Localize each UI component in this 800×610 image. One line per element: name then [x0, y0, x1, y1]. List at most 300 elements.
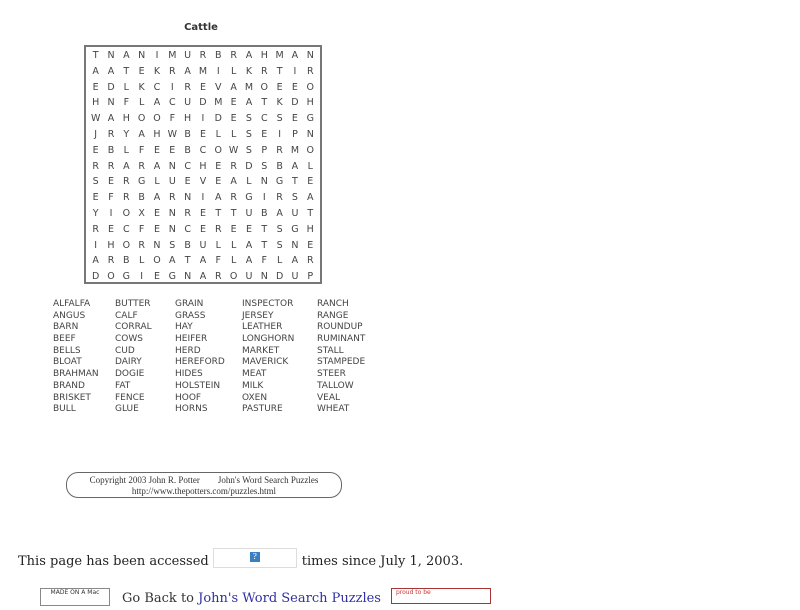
grid-cell: N	[260, 271, 268, 283]
grid-cell: R	[230, 192, 237, 204]
grid-cell: L	[230, 255, 237, 267]
grid-cell: D	[92, 271, 100, 283]
grid-cell: H	[199, 160, 207, 172]
grid-cell: B	[184, 144, 191, 156]
grid-cell: A	[276, 207, 283, 219]
grid-row	[88, 48, 318, 64]
hit-counter-image	[213, 548, 297, 568]
grid-cell: E	[291, 81, 298, 93]
grid-cell: T	[184, 255, 191, 267]
grid-cell: F	[123, 97, 130, 109]
grid-cell: S	[169, 239, 176, 251]
grid-cell: R	[107, 160, 115, 172]
word-item: VEAL	[317, 392, 341, 403]
grid-cell: N	[153, 239, 161, 251]
grid-cell: N	[260, 176, 268, 188]
grid-cell: O	[153, 113, 161, 125]
footer	[40, 588, 491, 610]
grid-cell: B	[215, 50, 222, 61]
word-item: ANGUS	[53, 310, 86, 321]
grid-cell: N	[306, 128, 314, 140]
word-item: HAY	[175, 322, 193, 333]
grid-cell: F	[169, 113, 176, 125]
word-search-puzzles-link[interactable]: John's Word Search Puzzles	[198, 591, 381, 606]
grid-cell: I	[109, 207, 113, 219]
word-list	[53, 299, 377, 416]
word-item: STAMPEDE	[317, 357, 366, 368]
grid-cell: L	[123, 144, 129, 156]
grid-cell: B	[123, 255, 130, 267]
grid-cell: R	[199, 50, 207, 61]
grid-cell: S	[276, 239, 283, 251]
grid-cell: E	[184, 176, 191, 188]
word-item: STEER	[317, 369, 346, 380]
grid-cell: E	[199, 128, 206, 140]
grid-cell: H	[260, 50, 268, 61]
go-back-line	[122, 588, 381, 610]
grid-cell: S	[276, 113, 283, 125]
grid-cell: G	[275, 176, 284, 188]
word-item: MEAT	[242, 369, 267, 380]
grid-cell: S	[276, 223, 283, 235]
grid-cell: O	[306, 144, 314, 156]
grid-cell: D	[107, 81, 115, 93]
grid-cell: A	[307, 192, 314, 204]
grid-cell: E	[153, 144, 160, 156]
grid-cell: E	[276, 81, 283, 93]
grid-cell: E	[153, 271, 160, 283]
grid-cell: N	[138, 50, 146, 61]
grid-cell: A	[230, 176, 237, 188]
word-item: HORNS	[175, 404, 208, 415]
word-item: DOGIE	[115, 369, 145, 380]
grid-cell: S	[245, 144, 252, 156]
grid-row	[88, 95, 318, 111]
word-item: OXEN	[242, 392, 268, 403]
grid-cell: A	[153, 160, 161, 172]
word-item: BRISKET	[53, 392, 91, 403]
grid-cell: A	[199, 255, 207, 267]
grid-row	[88, 190, 318, 206]
grid-row	[88, 222, 318, 238]
word-item: BRAHMAN	[53, 369, 99, 380]
grid-cell: I	[155, 50, 159, 61]
grid-cell: D	[245, 160, 253, 172]
grid-cell: L	[246, 176, 252, 188]
word-item: HIDES	[175, 369, 203, 380]
grid-cell: I	[278, 128, 281, 140]
grid-cell: N	[184, 192, 192, 204]
grid-cell: A	[230, 81, 237, 93]
grid-cell: Y	[123, 128, 130, 140]
grid-cell: E	[169, 144, 176, 156]
grid-cell: U	[291, 271, 299, 283]
grid-cell: G	[245, 192, 253, 204]
word-item: BULL	[53, 404, 76, 415]
grid-cell: E	[107, 176, 114, 188]
grid-cell: S	[92, 176, 99, 188]
grid-cell: E	[261, 128, 268, 140]
grid-cell: B	[261, 207, 268, 219]
grid-cell: H	[107, 239, 115, 251]
grid-cell: A	[123, 160, 130, 172]
grid-cell: R	[306, 255, 314, 267]
grid-cell: G	[122, 271, 130, 283]
grid-row	[88, 159, 318, 175]
grid-cell: A	[138, 128, 145, 140]
grid-cell: O	[260, 81, 269, 93]
grid-cell: R	[92, 160, 99, 172]
grid-row	[88, 238, 318, 254]
grid-cell: S	[245, 113, 252, 125]
grid-cell: I	[170, 81, 174, 93]
grid-cell: C	[199, 144, 207, 156]
grid-cell: R	[123, 176, 130, 188]
grid-cell: A	[107, 113, 115, 125]
grid-cell: O	[229, 271, 238, 283]
site-name: John's Word Search Puzzles	[217, 475, 319, 485]
grid-cell: C	[153, 81, 161, 93]
grid-cell: G	[168, 271, 176, 283]
grid-cell: N	[168, 207, 176, 219]
grid-cell: M	[275, 50, 284, 61]
grid-row	[88, 80, 318, 96]
word-item: RUMINANT	[317, 334, 366, 345]
grid-cell: R	[92, 223, 99, 235]
word-item: LEATHER	[242, 322, 283, 333]
word-column	[175, 299, 242, 416]
grid-cell: C	[168, 97, 176, 109]
grid-cell: L	[307, 160, 313, 172]
grid-cell: A	[245, 239, 253, 251]
word-item: GRASS	[175, 310, 206, 321]
grid-row	[88, 111, 318, 127]
grid-cell: T	[123, 65, 130, 77]
grid-cell: A	[92, 255, 99, 267]
word-item: FENCE	[115, 392, 145, 403]
grid-cell: I	[262, 192, 266, 204]
grid-row	[88, 269, 318, 285]
copyright-box	[66, 472, 342, 498]
grid-cell: K	[153, 65, 161, 77]
grid-cell: E	[245, 223, 252, 235]
grid-cell: U	[245, 207, 253, 219]
word-item: STALL	[317, 345, 344, 356]
grid-cell: M	[244, 81, 254, 93]
grid-cell: E	[138, 65, 145, 77]
word-item: PASTURE	[242, 404, 283, 415]
grid-cell: B	[138, 192, 145, 204]
grid-cell: H	[122, 113, 130, 125]
grid-cell: U	[184, 50, 192, 61]
word-item: GRAIN	[175, 299, 204, 309]
word-item: HEIFER	[175, 334, 208, 345]
grid-cell: E	[215, 176, 222, 188]
grid-cell: L	[154, 176, 160, 188]
grid-cell: L	[139, 97, 145, 109]
grid-cell: F	[108, 192, 114, 204]
grid-cell: I	[293, 65, 297, 77]
grid-cell: T	[261, 239, 268, 251]
grid-cell: L	[215, 239, 221, 251]
grid-cell: F	[138, 144, 145, 156]
grid-cell: A	[291, 255, 299, 267]
grid-cell: E	[307, 176, 314, 188]
grid-cell: O	[214, 144, 223, 156]
grid-cell: U	[199, 239, 207, 251]
grid-row	[88, 143, 318, 159]
grid-cell: D	[275, 271, 284, 283]
grid-cell: P	[292, 128, 298, 140]
grid-cell: E	[199, 81, 206, 93]
grid-cell: U	[245, 271, 253, 283]
grid-cell: T	[292, 176, 298, 188]
word-item: MILK	[242, 380, 264, 391]
grid-cell: C	[184, 160, 191, 172]
grid-cell: E	[291, 113, 298, 125]
word-column	[115, 299, 175, 416]
grid-cell: T	[261, 97, 268, 109]
word-item: CALF	[115, 310, 138, 321]
grid-cell: U	[291, 207, 299, 219]
grid-cell: T	[276, 65, 283, 77]
grid-cell: A	[215, 192, 222, 204]
grid-cell: W	[167, 128, 177, 140]
grid-cell: E	[153, 223, 160, 235]
grid-cell: A	[291, 160, 299, 172]
grid-cell: A	[199, 271, 207, 283]
grid-cell: P	[307, 271, 314, 283]
grid-cell: K	[245, 65, 253, 77]
grid-cell: R	[184, 81, 191, 93]
grid-row	[88, 64, 318, 80]
grid-cell: A	[291, 50, 299, 61]
broken-image-icon: ?	[250, 552, 260, 562]
grid-cell: I	[216, 65, 220, 77]
word-item: TALLOW	[317, 380, 354, 391]
grid-cell: H	[184, 113, 192, 125]
grid-cell: I	[201, 192, 205, 204]
grid-cell: I	[94, 239, 98, 251]
word-item: BARN	[53, 322, 79, 333]
word-item: HOOF	[175, 392, 202, 403]
grid-cell: L	[123, 81, 129, 93]
word-item: FAT	[115, 380, 131, 391]
word-item: BLOAT	[53, 357, 82, 368]
access-counter-line	[18, 551, 463, 571]
grid-cell: K	[138, 81, 145, 93]
grid-cell: E	[92, 192, 99, 204]
grid-cell: R	[169, 65, 176, 77]
grid-cell: I	[201, 113, 205, 125]
word-item: HERD	[175, 345, 201, 356]
grid-cell: D	[199, 97, 207, 109]
grid-cell: R	[214, 271, 222, 283]
word-item: HOLSTEIN	[175, 380, 221, 391]
grid-cell: N	[306, 50, 314, 61]
grid-cell: S	[261, 160, 268, 172]
grid-cell: A	[107, 65, 115, 77]
word-search-grid	[84, 45, 322, 284]
grid-cell: O	[107, 271, 115, 283]
grid-cell: N	[184, 271, 192, 283]
site-url: http://www.thepotters.com/puzzles.html	[131, 485, 277, 496]
grid-cell: L	[230, 239, 237, 251]
grid-cell: S	[245, 128, 252, 140]
grid-cell: H	[92, 97, 100, 109]
counter-prefix: This page has been accessed	[18, 553, 209, 569]
grid-cell: H	[306, 223, 314, 235]
grid-cell: I	[140, 271, 144, 283]
grid-cell: H	[153, 128, 161, 140]
grid-cell: B	[184, 239, 191, 251]
grid-cell: V	[199, 176, 207, 188]
grid-cell: N	[168, 160, 176, 172]
grid-cell: R	[276, 192, 283, 204]
grid-cell: M	[290, 144, 300, 156]
grid-cell: L	[230, 128, 237, 140]
grid-cell: A	[153, 192, 161, 204]
grid-cell: R	[107, 128, 115, 140]
grid-cell: B	[276, 160, 283, 172]
grid-cell: R	[184, 207, 191, 219]
grid-cell: S	[291, 192, 298, 204]
grid-cell: R	[306, 65, 314, 77]
word-item: BRAND	[53, 380, 85, 391]
grid-cell: F	[261, 255, 267, 267]
grid-cell: D	[291, 97, 299, 109]
word-column	[317, 299, 377, 416]
grid-cell: G	[137, 176, 146, 188]
grid-cell: T	[230, 207, 237, 219]
grid-row	[88, 253, 318, 269]
grid-cell: W	[90, 113, 101, 125]
grid-cell: R	[214, 223, 222, 235]
grid-cell: C	[184, 223, 191, 235]
copyright-text: Copyright 2003 John R. Potter	[89, 475, 200, 485]
go-back-prefix: Go Back to	[122, 591, 194, 606]
grid-cell: N	[107, 97, 115, 109]
made-on-mac-badge[interactable]: MADE ON A Mac	[40, 588, 110, 606]
puzzle-title: Cattle	[184, 22, 218, 33]
word-item: MAVERICK	[242, 357, 289, 368]
word-item: CORRAL	[115, 322, 152, 333]
word-item: DAIRY	[115, 357, 142, 368]
grid-cell: E	[199, 223, 206, 235]
grid-cell: R	[107, 255, 115, 267]
word-item: BUTTER	[115, 299, 151, 309]
grid-cell: M	[198, 65, 208, 77]
grid-cell: A	[245, 97, 253, 109]
grid-cell: R	[230, 50, 237, 61]
word-item: COWS	[115, 334, 143, 345]
grid-cell: C	[260, 113, 268, 125]
grid-cell: R	[138, 239, 145, 251]
grid-cell: A	[245, 255, 253, 267]
grid-cell: L	[230, 65, 237, 77]
grid-cell: B	[107, 144, 115, 156]
grid-row	[88, 174, 318, 190]
word-item: LONGHORN	[242, 334, 295, 345]
grid-cell: T	[307, 207, 314, 219]
word-item: RANCH	[317, 299, 349, 309]
word-item: RANGE	[317, 310, 349, 321]
grid-cell: A	[169, 255, 176, 267]
grid-cell: N	[107, 50, 115, 61]
grid-cell: R	[123, 192, 130, 204]
grid-cell: Y	[92, 207, 99, 219]
grid-cell: V	[215, 81, 222, 93]
word-item: INSPECTOR	[242, 299, 294, 309]
grid-cell: E	[215, 160, 222, 172]
grid-cell: E	[199, 207, 206, 219]
grid-cell: A	[184, 65, 191, 77]
grid-cell: O	[137, 113, 146, 125]
grid-cell: F	[215, 255, 222, 267]
grid-cell: T	[261, 223, 268, 235]
grid-cell: M	[168, 50, 177, 61]
grid-cell: N	[291, 239, 299, 251]
word-item: GLUE	[115, 404, 139, 415]
grid-cell: T	[215, 207, 222, 219]
word-item: MARKET	[242, 345, 280, 356]
grid-cell: M	[214, 97, 223, 109]
grid-cell: R	[276, 144, 283, 156]
grid-cell: A	[123, 50, 130, 61]
grid-cell: B	[184, 128, 191, 140]
grid-cell: U	[184, 97, 192, 109]
grid-cell: A	[153, 97, 161, 109]
word-item: CUD	[115, 345, 135, 356]
grid-cell: H	[306, 97, 314, 109]
grid-cell: O	[122, 207, 131, 219]
grid-cell: E	[92, 81, 99, 93]
grid-cell: O	[122, 239, 131, 251]
grid-cell: J	[94, 128, 98, 140]
grid-cell: L	[276, 255, 283, 267]
grid-cell: R	[260, 65, 268, 77]
grid-cell: G	[291, 223, 299, 235]
word-column	[242, 299, 317, 416]
grid-cell: E	[307, 239, 314, 251]
grid-cell: D	[214, 113, 222, 125]
word-column	[53, 299, 115, 416]
grid-cell: A	[245, 50, 253, 61]
grid-cell: L	[139, 255, 145, 267]
counter-suffix: times since July 1, 2003.	[301, 553, 464, 569]
grid-cell: G	[306, 113, 314, 125]
grid-cell: W	[228, 144, 239, 156]
grid-cell: R	[138, 160, 145, 172]
grid-cell: E	[230, 113, 237, 125]
grid-cell: O	[153, 255, 161, 267]
proud-badge[interactable]: proud to be	[391, 588, 491, 604]
grid-cell: U	[168, 176, 176, 188]
grid-cell: C	[123, 223, 130, 235]
word-item: JERSEY	[242, 310, 274, 321]
grid-cell: K	[276, 97, 283, 109]
grid-cell: E	[92, 144, 99, 156]
word-item: HEREFORD	[175, 357, 225, 368]
grid-row	[88, 206, 318, 222]
grid-cell: A	[92, 65, 99, 77]
grid-cell: E	[230, 97, 237, 109]
word-item: BELLS	[53, 345, 81, 356]
word-item: ALFALFA	[53, 299, 91, 309]
grid-cell: E	[107, 223, 114, 235]
grid-cell: X	[138, 207, 145, 219]
grid-cell: R	[230, 160, 237, 172]
